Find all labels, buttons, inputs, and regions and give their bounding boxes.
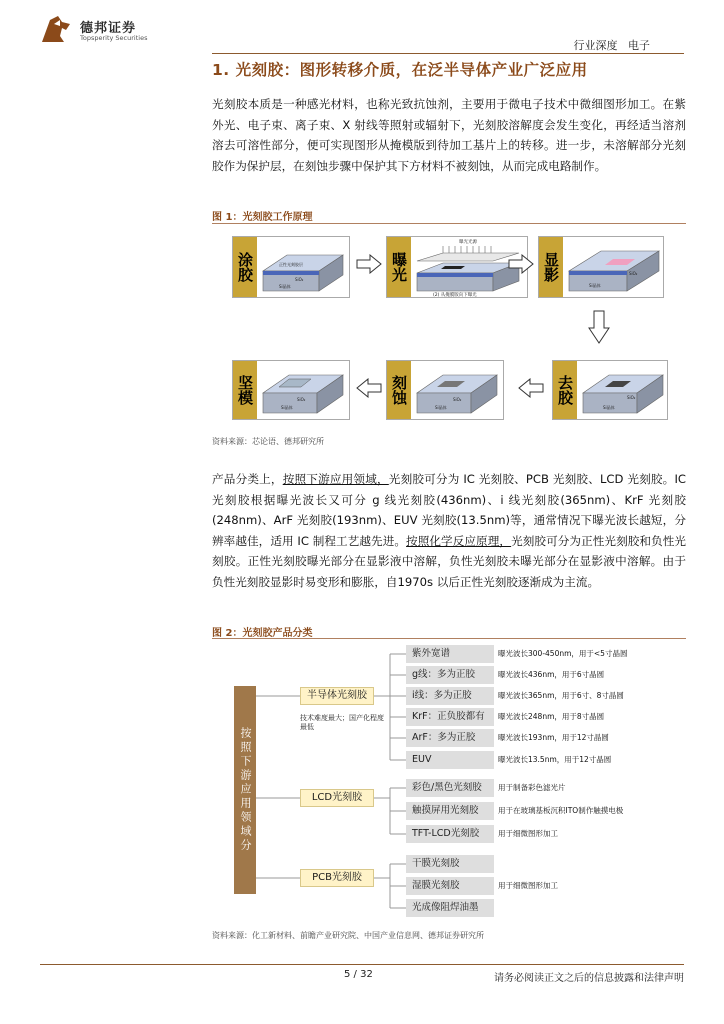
wafer-strip-icon xyxy=(579,365,667,417)
category-semiconductor: 半导体光刻胶 xyxy=(300,687,374,705)
category-pcb: PCB光刻胶 xyxy=(300,869,374,887)
step-strip xyxy=(552,360,668,420)
note-g-line: 曝光波长436nm，用于6寸晶圆 xyxy=(498,670,605,679)
brand-name-en: Topsperity Securities xyxy=(80,34,148,42)
intro-paragraph: 光刻胶本质是一种感光材料，也称光致抗蚀剂，主要用于微电子技术中微细图形加工。在紫外光、电子束、离子束、X 射线等照射或辐射下，光刻胶溶解度会发生变化，再经适当溶剂溶去可溶性部分，便可实现图形从掩模版到待加工基片上的转移。进一步，未溶解部分光刻胶作为保护层，在刻蚀步骤中保护其下方材料不被刻蚀，从而完成电路制作。 xyxy=(212,97,686,173)
leaf-arf: ArF：多为正胶 xyxy=(406,729,494,747)
figure2-title: 图 2：光刻胶产品分类 xyxy=(212,628,313,639)
step-etch xyxy=(386,360,504,420)
leaf-touchscreen: 触摸屏用光刻胶 xyxy=(406,802,494,820)
step-exposure-label xyxy=(387,237,411,297)
si-label: Si晶体 xyxy=(603,405,615,410)
figure1-rule xyxy=(212,223,686,224)
step-develop-label xyxy=(539,237,563,297)
arrow-right-icon xyxy=(508,254,534,274)
leaf-dry-film: 干膜光刻胶 xyxy=(406,855,494,873)
leaf-euv: EUV xyxy=(406,751,494,769)
category-lcd: LCD光刻胶 xyxy=(300,789,374,807)
leaf-krf: KrF：正负胶都有 xyxy=(406,708,494,726)
step-develop xyxy=(538,236,664,298)
note-color-black: 用于制备彩色滤光片 xyxy=(498,783,566,792)
sio2-label: SiO₂ xyxy=(453,397,462,402)
leaf-color-black: 彩色/黑色光刻胶 xyxy=(406,779,494,797)
step-hardbake-text: 坚模 xyxy=(236,375,254,405)
si-label: Si晶体 xyxy=(279,284,291,289)
step-strip-label xyxy=(553,361,577,419)
sector-label: 电子 xyxy=(628,39,650,52)
leaf-tft-lcd: TFT-LCD光刻胶 xyxy=(406,825,494,843)
si-label: Si晶体 xyxy=(281,405,293,410)
report-category xyxy=(574,37,651,53)
para2-underline1: 按照下游应用领域， xyxy=(282,472,389,486)
note-arf: 曝光波长193nm，用于12寸晶圆 xyxy=(498,733,609,742)
si-label: Si晶体 xyxy=(435,405,447,410)
figure2-tree xyxy=(232,638,692,920)
arrow-left-icon xyxy=(518,378,544,398)
figure2-source: 资料来源：化工新材料、前瞻产业研究院、中国产业信息网、德邦证券研究所 xyxy=(212,931,484,940)
wafer-etch-icon xyxy=(413,365,501,417)
note-broadband-uv: 曝光波长300-450nm，用于<5寸晶圆 xyxy=(498,649,628,658)
leaf-i-line: i线：多为正胶 xyxy=(406,687,494,705)
wafer-coated-icon xyxy=(259,241,347,295)
step-coating-label xyxy=(233,237,257,297)
step-develop-text: 显影 xyxy=(542,252,560,282)
para2-part1: 产品分类上， xyxy=(212,472,283,486)
para2-part3: 光刻胶可分为正性光刻胶和负性光刻胶。正性光刻胶曝光部分在显影液中溶解，负性光刻胶未曝光部分在显影液中溶解。由于负性光刻胶显影时易变形和膨胀，自1970s 以后正性光刻胶逐渐成为主流。 xyxy=(212,533,686,589)
wafer-developed-icon xyxy=(565,241,663,295)
leaf-wet-film: 湿膜光刻胶 xyxy=(406,877,494,895)
note-euv: 曝光波长13.5nm，用于12寸晶圆 xyxy=(498,755,612,764)
step-exposure-text: 曝光 xyxy=(390,252,408,282)
note-wet-film: 用于细微图形加工 xyxy=(498,881,558,890)
wafer-hardbake-icon xyxy=(259,365,347,417)
mask-note: (2) 从掩膜版向下曝光 xyxy=(433,293,477,297)
figure1-title: 图 1：光刻胶工作原理 xyxy=(212,212,313,223)
sio2-label: SiO₂ xyxy=(629,271,638,276)
resist-label: 正性光刻胶层 xyxy=(279,262,303,267)
figure1-diagram xyxy=(232,232,668,428)
note-touchscreen: 用于在玻璃基板沉积ITO制作触摸电极 xyxy=(498,806,624,815)
step-coating xyxy=(232,236,350,298)
step-coating-text: 涂胶 xyxy=(236,252,254,282)
note-i-line: 曝光波长365nm，用于6寸、8寸晶圆 xyxy=(498,691,624,700)
company-logo-icon xyxy=(40,14,74,44)
leaf-broadband-uv: 紫外宽谱 xyxy=(406,645,494,663)
si-label: Si晶体 xyxy=(589,283,601,288)
root-category-label: 按照下游应用领域分 xyxy=(239,727,252,853)
sio2-label: SiO₂ xyxy=(627,395,636,400)
sio2-label: SiO₂ xyxy=(297,397,306,402)
semiconductor-subnote: 技术难度最大；国产化程度最低 xyxy=(300,714,384,731)
figure1-source: 资料来源：芯论语、德邦研究所 xyxy=(212,437,324,446)
page-number: 5 / 32 xyxy=(344,969,373,980)
classification-paragraph xyxy=(212,469,686,592)
step-etch-text: 刻蚀 xyxy=(390,375,408,405)
sio2-label: SiO₂ xyxy=(295,277,304,282)
leaf-g-line: g线：多为正胶 xyxy=(406,666,494,684)
arrow-down-icon xyxy=(588,310,610,344)
legal-disclaimer: 请务必阅读正文之后的信息披露和法律声明 xyxy=(494,973,684,984)
arrow-left-icon xyxy=(356,378,382,398)
footer-divider xyxy=(40,964,684,965)
step-hardbake-label xyxy=(233,361,257,419)
category-label: 行业深度 xyxy=(573,39,618,52)
para2-part2: 光刻胶可分为 IC 光刻胶、PCB 光刻胶、LCD 光刻胶。IC 光刻胶根据曝光波长又可分 g 线光刻胶(436nm)、i 线光刻胶(365nm)、KrF 光刻胶(248nm)、ArF 光刻胶(193nm)、EUV 光刻胶(13.5nm)等，通常情况下曝光波长越短，分辨率越佳，适用 IC 制程工艺越先进。 xyxy=(212,472,686,548)
note-krf: 曝光波长248nm，用于8寸晶圆 xyxy=(498,712,605,721)
step-exposure xyxy=(386,236,528,298)
step-etch-label xyxy=(387,361,411,419)
section-title: 1. 光刻胶：图形转移介质，在泛半导体产业广泛应用 xyxy=(212,61,588,79)
note-tft-lcd: 用于细微图形加工 xyxy=(498,829,558,838)
header-divider xyxy=(212,53,684,54)
light-label: 曝光光源 xyxy=(459,240,477,245)
step-strip-text: 去胶 xyxy=(556,375,574,405)
arrow-right-icon xyxy=(356,254,382,274)
brand-name-cn: 德邦证券 xyxy=(80,21,137,36)
root-category-bar xyxy=(234,686,256,894)
step-hardbake xyxy=(232,360,350,420)
leaf-solder-mask: 光成像阻焊油墨 xyxy=(406,899,494,917)
para2-underline2: 按照化学反应原理， xyxy=(406,533,512,548)
